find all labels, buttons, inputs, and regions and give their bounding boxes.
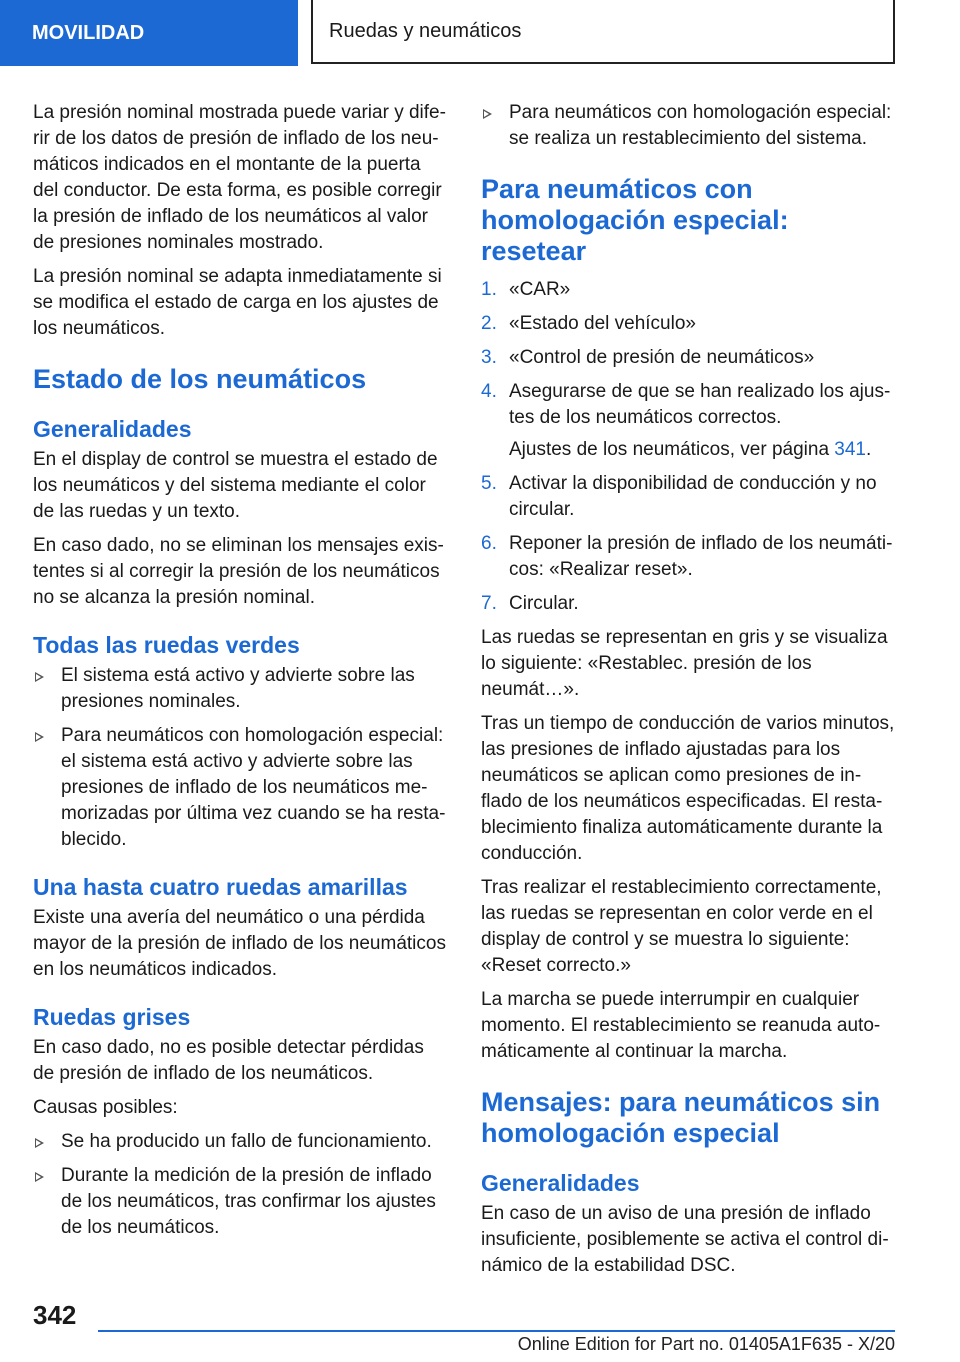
bullet-list [33, 1129, 447, 1241]
list-item: Se ha producido un fallo de funcionamiento. [33, 1129, 447, 1155]
paragraph: Tras un tiempo de conducción de varios minutos, las presiones de inflado ajustadas para los neumáticos se aplican como presiones de inflado de los neumáticos especificadas. El restablecimiento finaliza automáticamente durante la conducción. [481, 713, 895, 864]
step-item: 5. Activar la disponibilidad de conducción y no circular. [481, 473, 877, 520]
section-heading: Mensajes: para neumáticos sin homologación especial [481, 1087, 881, 1148]
step-number: 5. [481, 473, 497, 494]
subsection-heading: Generalidades [481, 1170, 640, 1196]
paragraph: En caso dado, no es posible detectar pérdidas de presión de inflado de los neumáticos. [33, 1037, 424, 1084]
step-item: 4. Asegurarse de que se han realizado los ajustes de los neumáticos correctos. Ajustes de los neumáticos, ver página 341. [481, 379, 895, 463]
subsection-heading: Una hasta cuatro ruedas amarillas [33, 874, 408, 900]
section-heading: Para neumáticos con homologación especial: resetear [481, 174, 789, 266]
paragraph: La marcha se puede interrumpir en cualquier momento. El restablecimiento se reanuda automáticamente al continuar la marcha. [481, 989, 881, 1062]
step-number: 6. [481, 533, 497, 554]
edition-text: Online Edition for Part no. 01405A1F635 - X/20 [517, 1334, 895, 1354]
list-item: Para neumáticos con homologación especial: el sistema está activo y advierte sobre las presiones de inflado de los neumáticos memorizadas por última vez cuando se ha restablecido. [33, 723, 447, 853]
right-column [481, 100, 895, 1287]
step-item: 7. Circular. [481, 591, 895, 617]
chapter-title: Ruedas y neumáticos [311, 0, 895, 64]
page-link[interactable]: 341 [834, 439, 866, 460]
paragraph: En caso de un aviso de una presión de inflado insuficiente, posiblemente se activa el control dinámico de la estabilidad DSC. [481, 1203, 889, 1276]
step-number: 7. [481, 593, 497, 614]
subsection-heading: Ruedas grises [33, 1004, 191, 1030]
bullet-list [481, 100, 895, 152]
step-number: 1. [481, 279, 497, 300]
step-number: 4. [481, 381, 497, 402]
triangle-bullet-icon [35, 1172, 44, 1182]
triangle-bullet-icon [483, 109, 492, 119]
paragraph: Las ruedas se representan en gris y se visualiza lo siguiente: «Restablec. presión de los neumát…». [481, 627, 888, 700]
triangle-bullet-icon [35, 1138, 44, 1148]
subsection-heading: Todas las ruedas verdes [33, 632, 300, 658]
paragraph: La presión nominal mostrada puede variar y diferir de los datos de presión de inflado de los neumáticos indicados en el montante de la puerta del conductor. De esta forma, es posible corregir la presión de inflado de los neumáticos al valor de presiones nominales mostrado. [33, 102, 446, 253]
step-number: 2. [481, 313, 497, 334]
list-item: Para neumáticos con homologación especial: se realiza un restablecimiento del sistema. [481, 100, 895, 152]
page-number: 342 [33, 1300, 77, 1330]
step-item: 2. «Estado del vehículo» [481, 311, 895, 337]
cross-reference: Ajustes de los neumáticos, ver página 341. [509, 439, 872, 460]
paragraph: La presión nominal se adapta inmediatamente si se modifica el estado de carga en los ajustes de los neumáticos. [33, 266, 442, 339]
step-item: 3. «Control de presión de neumáticos» [481, 345, 895, 371]
paragraph: En caso dado, no se eliminan los mensajes existentes si al corregir la presión de los neumáticos no se alcanza la presión nominal. [33, 535, 444, 608]
bullet-list [33, 663, 447, 853]
paragraph: En el display de control se muestra el estado de los neumáticos y del sistema mediante el color de las ruedas y un texto. [33, 449, 438, 522]
list-item: El sistema está activo y advierte sobre las presiones nominales. [33, 663, 447, 715]
section-title: MOVILIDAD [0, 0, 298, 66]
subsection-heading: Generalidades [33, 416, 192, 442]
paragraph: Tras realizar el restablecimiento correctamente, las ruedas se representan en color verde en el display de control y se muestra lo siguiente: «Reset correcto.» [481, 877, 882, 976]
step-number: 3. [481, 347, 497, 368]
triangle-bullet-icon [35, 732, 44, 742]
step-item: 1. «CAR» [481, 277, 895, 303]
footer-divider [98, 1330, 895, 1332]
page-header [0, 0, 960, 66]
paragraph: Existe una avería del neumático o una pérdida mayor de la presión de inflado de los neumáticos en los neumáticos indicados. [33, 907, 446, 980]
triangle-bullet-icon [35, 672, 44, 682]
steps-list [481, 277, 895, 617]
step-item: 6. Reponer la presión de inflado de los neumáticos: «Realizar reset». [481, 533, 893, 580]
paragraph: Causas posibles: [33, 1097, 178, 1118]
list-item: Durante la medición de la presión de inflado de los neumáticos, tras confirmar los ajustes de los neumáticos. [33, 1163, 447, 1241]
section-heading: Estado de los neumáticos [33, 364, 367, 394]
left-column [33, 100, 447, 1249]
